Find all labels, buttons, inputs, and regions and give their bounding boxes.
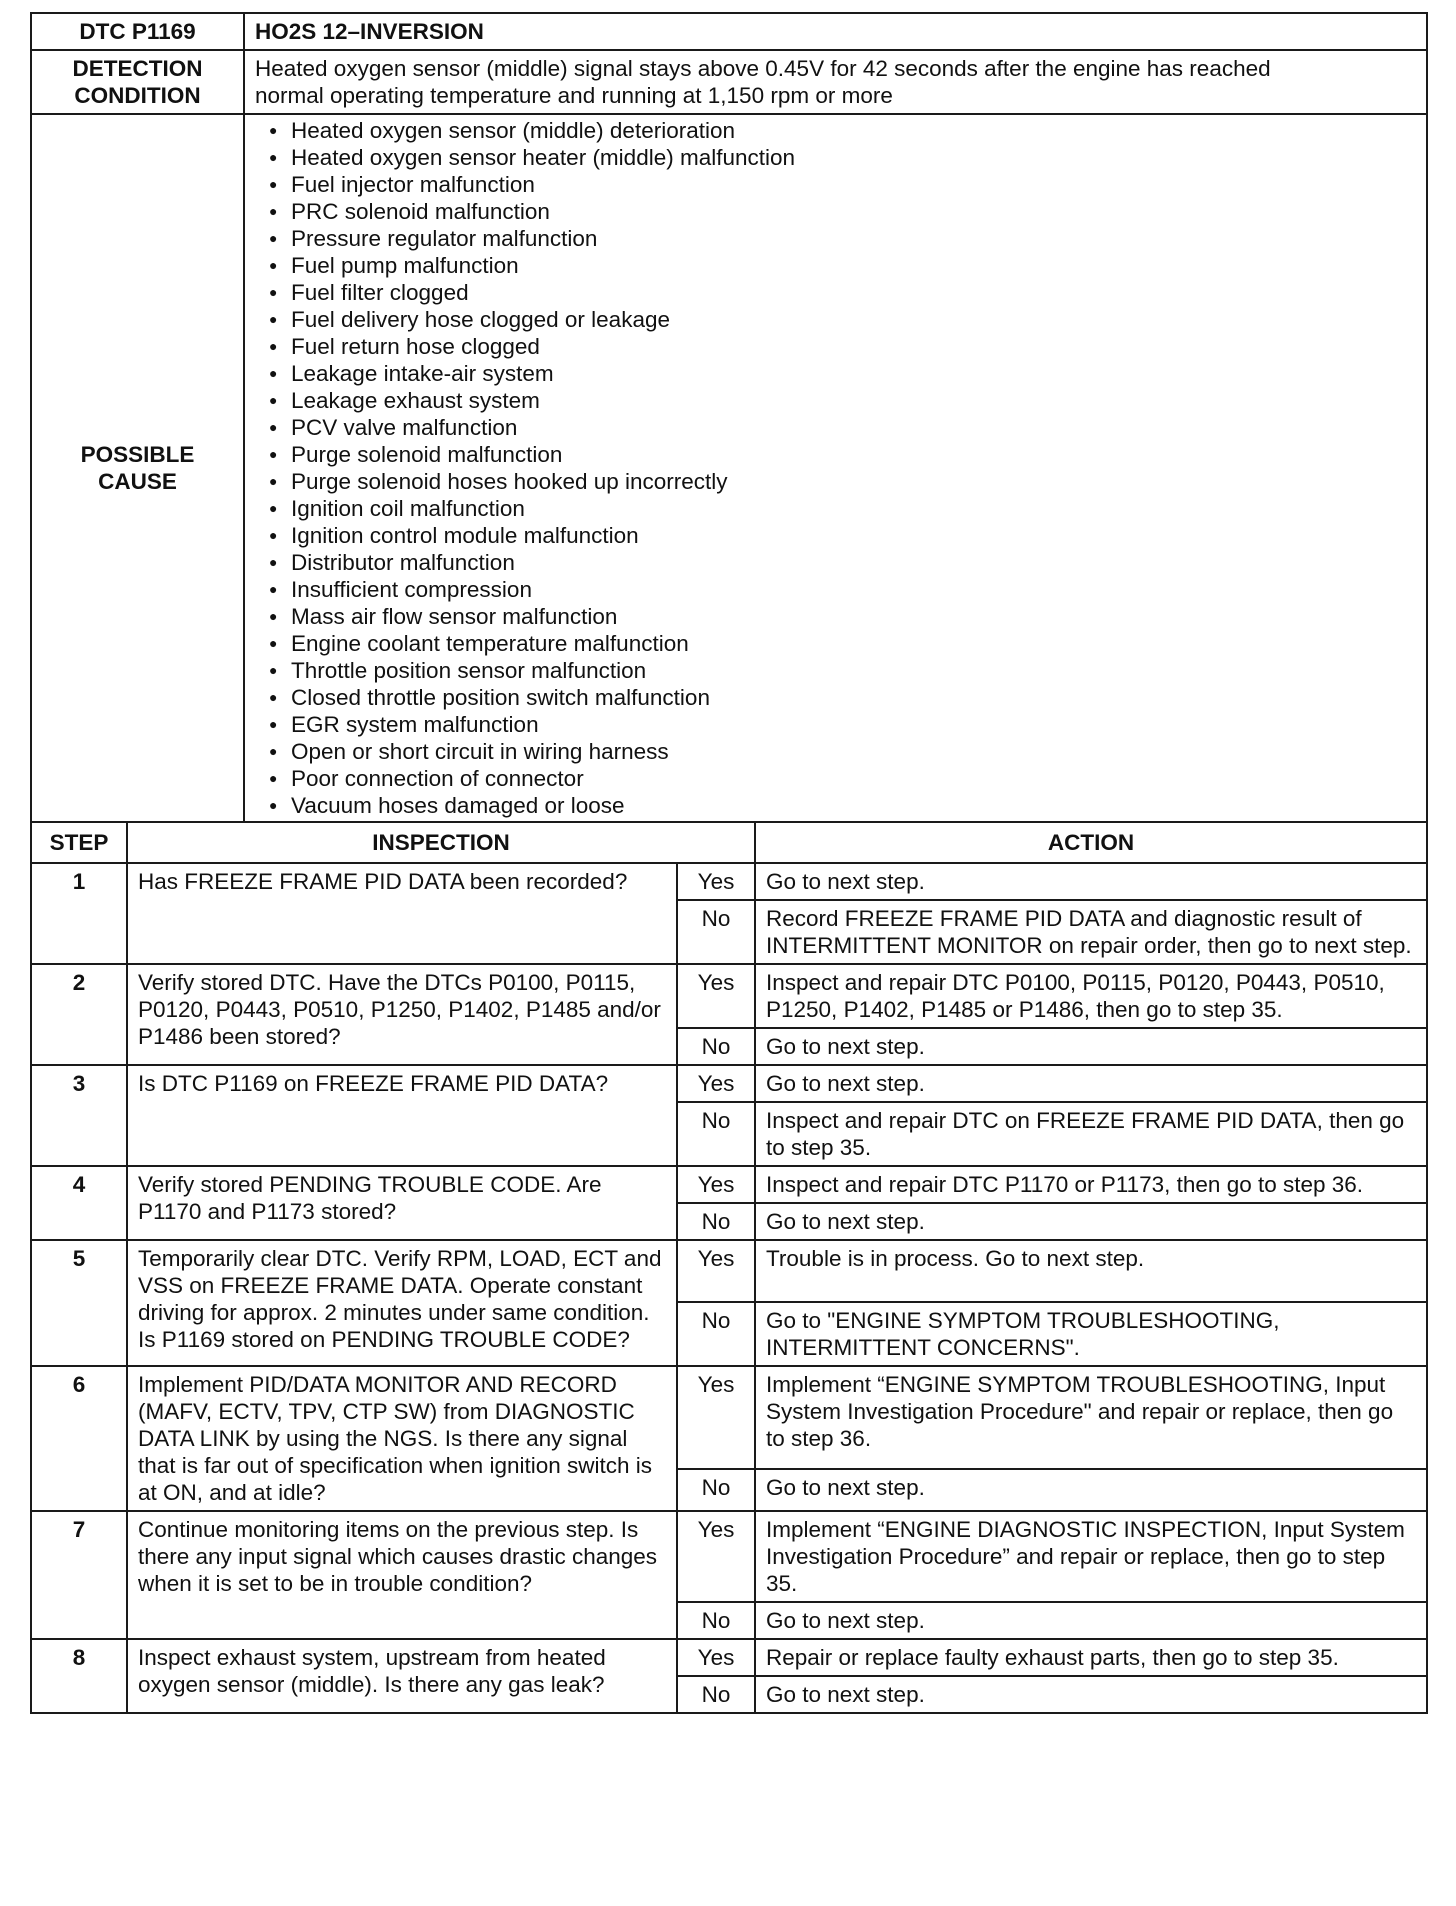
cause-item: ● Fuel pump malfunction (269, 252, 1416, 279)
detection-condition-text (244, 50, 1427, 114)
cause-item: ● PCV valve malfunction (269, 414, 1416, 441)
inspection-steps-table (30, 821, 1428, 1714)
cause-item: ● Mass air flow sensor malfunction (269, 603, 1416, 630)
dtc-code: DTC P1169 (31, 13, 244, 50)
step-inspection: Temporarily clear DTC. Verify RPM, LOAD, ECT and VSS on FREEZE FRAME DATA. Operate constant driving for approx. 2 minutes under same condition. Is P1169 stored on PENDING TROUBLE CODE? (127, 1240, 677, 1366)
steps-header-row (31, 822, 1427, 863)
cause-item: ● EGR system malfunction (269, 711, 1416, 738)
step-number: 4 (31, 1166, 127, 1240)
step-inspection: Has FREEZE FRAME PID DATA been recorded? (127, 863, 677, 964)
step-row-yes (31, 1240, 1427, 1302)
yes-label: Yes (677, 1511, 755, 1602)
cause-item: ● Closed throttle position switch malfunction (269, 684, 1416, 711)
cause-item: ● Purge solenoid malfunction (269, 441, 1416, 468)
step-number: 8 (31, 1639, 127, 1713)
cause-item: ● PRC solenoid malfunction (269, 198, 1416, 225)
step-inspection: Inspect exhaust system, upstream from heated oxygen sensor (middle). Is there any gas leak? (127, 1639, 677, 1713)
yes-action: Go to next step. (755, 863, 1427, 900)
detection-row (31, 50, 1427, 114)
detection-text-line1: Heated oxygen sensor (middle) signal stays above 0.45V for 42 seconds after the engine has reached (255, 56, 1271, 81)
step-row-yes (31, 1511, 1427, 1602)
no-label: No (677, 1602, 755, 1639)
step-row-yes (31, 964, 1427, 1028)
cause-item: ● Vacuum hoses damaged or loose (269, 792, 1416, 819)
step-row-yes (31, 863, 1427, 900)
diagnostic-page (30, 12, 1426, 1714)
no-action: Record FREEZE FRAME PID DATA and diagnostic result of INTERMITTENT MONITOR on repair order, then go to next step. (755, 900, 1427, 964)
possible-cause-row (31, 114, 1427, 822)
yes-label: Yes (677, 863, 755, 900)
cause-item: ● Throttle position sensor malfunction (269, 657, 1416, 684)
step-number: 5 (31, 1240, 127, 1366)
cause-item: ● Pressure regulator malfunction (269, 225, 1416, 252)
no-label: No (677, 900, 755, 964)
no-action: Go to next step. (755, 1676, 1427, 1713)
step-inspection: Implement PID/DATA MONITOR AND RECORD (MAFV, ECTV, TPV, CTP SW) from DIAGNOSTIC DATA LINK by using the NGS. Is there any signal that is far out of specification when ignition switch is at ON, and at idle? (127, 1366, 677, 1511)
cause-label-line2: CAUSE (98, 469, 177, 494)
yes-label: Yes (677, 1366, 755, 1469)
step-number: 3 (31, 1065, 127, 1166)
step-inspection: Continue monitoring items on the previous step. Is there any input signal which causes drastic changes when it is set to be in trouble condition? (127, 1511, 677, 1639)
action-column-header: ACTION (755, 822, 1427, 863)
step-row-yes (31, 1065, 1427, 1102)
possible-cause-list-cell (244, 114, 1427, 822)
no-label: No (677, 1028, 755, 1065)
yes-label: Yes (677, 1240, 755, 1302)
no-action: Inspect and repair DTC on FREEZE FRAME PID DATA, then go to step 35. (755, 1102, 1427, 1166)
yes-action: Go to next step. (755, 1065, 1427, 1102)
yes-action: Inspect and repair DTC P0100, P0115, P0120, P0443, P0510, P1250, P1402, P1485 or P1486, then go to step 35. (755, 964, 1427, 1028)
step-column-header: STEP (31, 822, 127, 863)
yes-action: Repair or replace faulty exhaust parts, then go to step 35. (755, 1639, 1427, 1676)
no-action: Go to next step. (755, 1203, 1427, 1240)
no-action: Go to "ENGINE SYMPTOM TROUBLESHOOTING, INTERMITTENT CONCERNS". (755, 1302, 1427, 1366)
no-action: Go to next step. (755, 1602, 1427, 1639)
cause-item: ● Poor connection of connector (269, 765, 1416, 792)
dtc-title: HO2S 12–INVERSION (244, 13, 1427, 50)
possible-cause-list (255, 117, 1416, 819)
cause-label-line1: POSSIBLE (80, 442, 195, 467)
no-label: No (677, 1203, 755, 1240)
no-label: No (677, 1676, 755, 1713)
yes-label: Yes (677, 1166, 755, 1203)
cause-item: ● Leakage exhaust system (269, 387, 1416, 414)
step-inspection: Verify stored DTC. Have the DTCs P0100, P0115, P0120, P0443, P0510, P1250, P1402, P1485 and/or P1486 been stored? (127, 964, 677, 1065)
detection-label-line2: CONDITION (74, 83, 201, 108)
cause-item: ● Engine coolant temperature malfunction (269, 630, 1416, 657)
cause-item: ● Fuel delivery hose clogged or leakage (269, 306, 1416, 333)
step-number: 6 (31, 1366, 127, 1511)
no-label: No (677, 1469, 755, 1511)
step-row-yes (31, 1639, 1427, 1676)
yes-action: Trouble is in process. Go to next step. (755, 1240, 1427, 1302)
cause-item: ● Fuel filter clogged (269, 279, 1416, 306)
step-inspection: Is DTC P1169 on FREEZE FRAME PID DATA? (127, 1065, 677, 1166)
cause-item: ● Fuel return hose clogged (269, 333, 1416, 360)
step-number: 1 (31, 863, 127, 964)
step-row-yes (31, 1166, 1427, 1203)
step-row-yes (31, 1366, 1427, 1469)
cause-item: ● Ignition coil malfunction (269, 495, 1416, 522)
yes-label: Yes (677, 1639, 755, 1676)
yes-label: Yes (677, 1065, 755, 1102)
dtc-header-row (31, 13, 1427, 50)
detection-label-line1: DETECTION (72, 56, 203, 81)
yes-action: Inspect and repair DTC P1170 or P1173, then go to step 36. (755, 1166, 1427, 1203)
yes-action: Implement “ENGINE SYMPTOM TROUBLESHOOTING, Input System Investigation Procedure" and repair or replace, then go to step 36. (755, 1366, 1427, 1469)
no-action: Go to next step. (755, 1469, 1427, 1511)
cause-item: ● Heated oxygen sensor heater (middle) malfunction (269, 144, 1416, 171)
step-inspection: Verify stored PENDING TROUBLE CODE. Are P1170 and P1173 stored? (127, 1166, 677, 1240)
yes-label: Yes (677, 964, 755, 1028)
cause-item: ● Distributor malfunction (269, 549, 1416, 576)
possible-cause-label (31, 114, 244, 822)
no-action: Go to next step. (755, 1028, 1427, 1065)
no-label: No (677, 1102, 755, 1166)
step-number: 7 (31, 1511, 127, 1639)
no-label: No (677, 1302, 755, 1366)
detection-text-line2: normal operating temperature and running at 1,150 rpm or more (255, 83, 893, 108)
inspection-column-header: INSPECTION (127, 822, 755, 863)
dtc-summary-table (30, 12, 1428, 823)
yes-action: Implement “ENGINE DIAGNOSTIC INSPECTION, Input System Investigation Procedure” and repair or replace, then go to step 35. (755, 1511, 1427, 1602)
cause-item: ● Fuel injector malfunction (269, 171, 1416, 198)
cause-item: ● Insufficient compression (269, 576, 1416, 603)
step-number: 2 (31, 964, 127, 1065)
detection-condition-label (31, 50, 244, 114)
cause-item: ● Ignition control module malfunction (269, 522, 1416, 549)
cause-item: ● Leakage intake-air system (269, 360, 1416, 387)
cause-item: ● Purge solenoid hoses hooked up incorrectly (269, 468, 1416, 495)
cause-item: ● Open or short circuit in wiring harness (269, 738, 1416, 765)
cause-item: ● Heated oxygen sensor (middle) deterioration (269, 117, 1416, 144)
